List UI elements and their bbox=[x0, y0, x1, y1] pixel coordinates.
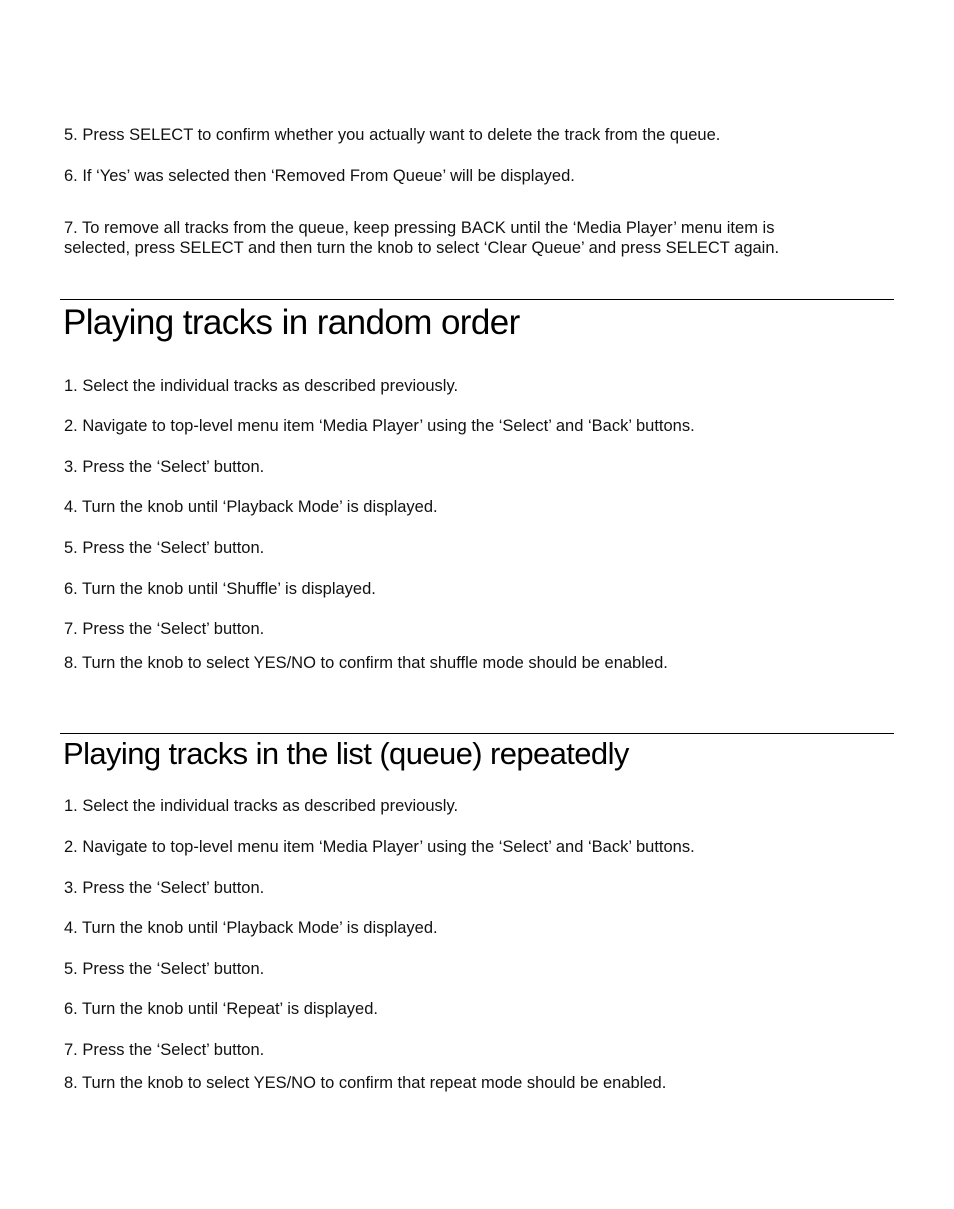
heading-shuffle: Playing tracks in random order bbox=[63, 303, 520, 342]
shuffle-step-6: 6. Turn the knob until ‘Shuffle’ is displayed. bbox=[64, 580, 376, 598]
repeat-step-8: 8. Turn the knob to select YES/NO to confirm that repeat mode should be enabled. bbox=[64, 1074, 667, 1092]
repeat-step-2: 2. Navigate to top-level menu item ‘Media Player’ using the ‘Select’ and ‘Back’ buttons. bbox=[64, 838, 695, 856]
shuffle-step-8: 8. Turn the knob to select YES/NO to confirm that shuffle mode should be enabled. bbox=[64, 654, 668, 672]
repeat-step-5: 5. Press the ‘Select’ button. bbox=[64, 960, 265, 978]
queue-step-7-line-2: selected, press SELECT and then turn the knob to select ‘Clear Queue’ and press SELECT again. bbox=[64, 239, 780, 257]
section-divider-shuffle bbox=[60, 299, 894, 300]
shuffle-step-7: 7. Press the ‘Select’ button. bbox=[64, 620, 265, 638]
repeat-step-3: 3. Press the ‘Select’ button. bbox=[64, 879, 265, 897]
queue-step-5: 5. Press SELECT to confirm whether you actually want to delete the track from the queue. bbox=[64, 126, 721, 144]
queue-step-7-line-1: 7. To remove all tracks from the queue, keep pressing BACK until the ‘Media Player’ menu item is bbox=[64, 219, 775, 237]
repeat-step-4: 4. Turn the knob until ‘Playback Mode’ is displayed. bbox=[64, 919, 438, 937]
shuffle-step-4: 4. Turn the knob until ‘Playback Mode’ is displayed. bbox=[64, 498, 438, 516]
section-divider-repeat bbox=[60, 733, 894, 734]
repeat-step-7: 7. Press the ‘Select’ button. bbox=[64, 1041, 265, 1059]
shuffle-step-5: 5. Press the ‘Select’ button. bbox=[64, 539, 265, 557]
shuffle-step-1: 1. Select the individual tracks as described previously. bbox=[64, 377, 459, 395]
shuffle-step-2: 2. Navigate to top-level menu item ‘Media Player’ using the ‘Select’ and ‘Back’ buttons. bbox=[64, 417, 695, 435]
queue-step-6: 6. If ‘Yes’ was selected then ‘Removed From Queue’ will be displayed. bbox=[64, 167, 575, 185]
repeat-step-1: 1. Select the individual tracks as described previously. bbox=[64, 797, 459, 815]
heading-repeat: Playing tracks in the list (queue) repeatedly bbox=[63, 736, 629, 771]
repeat-step-6: 6. Turn the knob until ‘Repeat’ is displayed. bbox=[64, 1000, 378, 1018]
shuffle-step-3: 3. Press the ‘Select’ button. bbox=[64, 458, 265, 476]
